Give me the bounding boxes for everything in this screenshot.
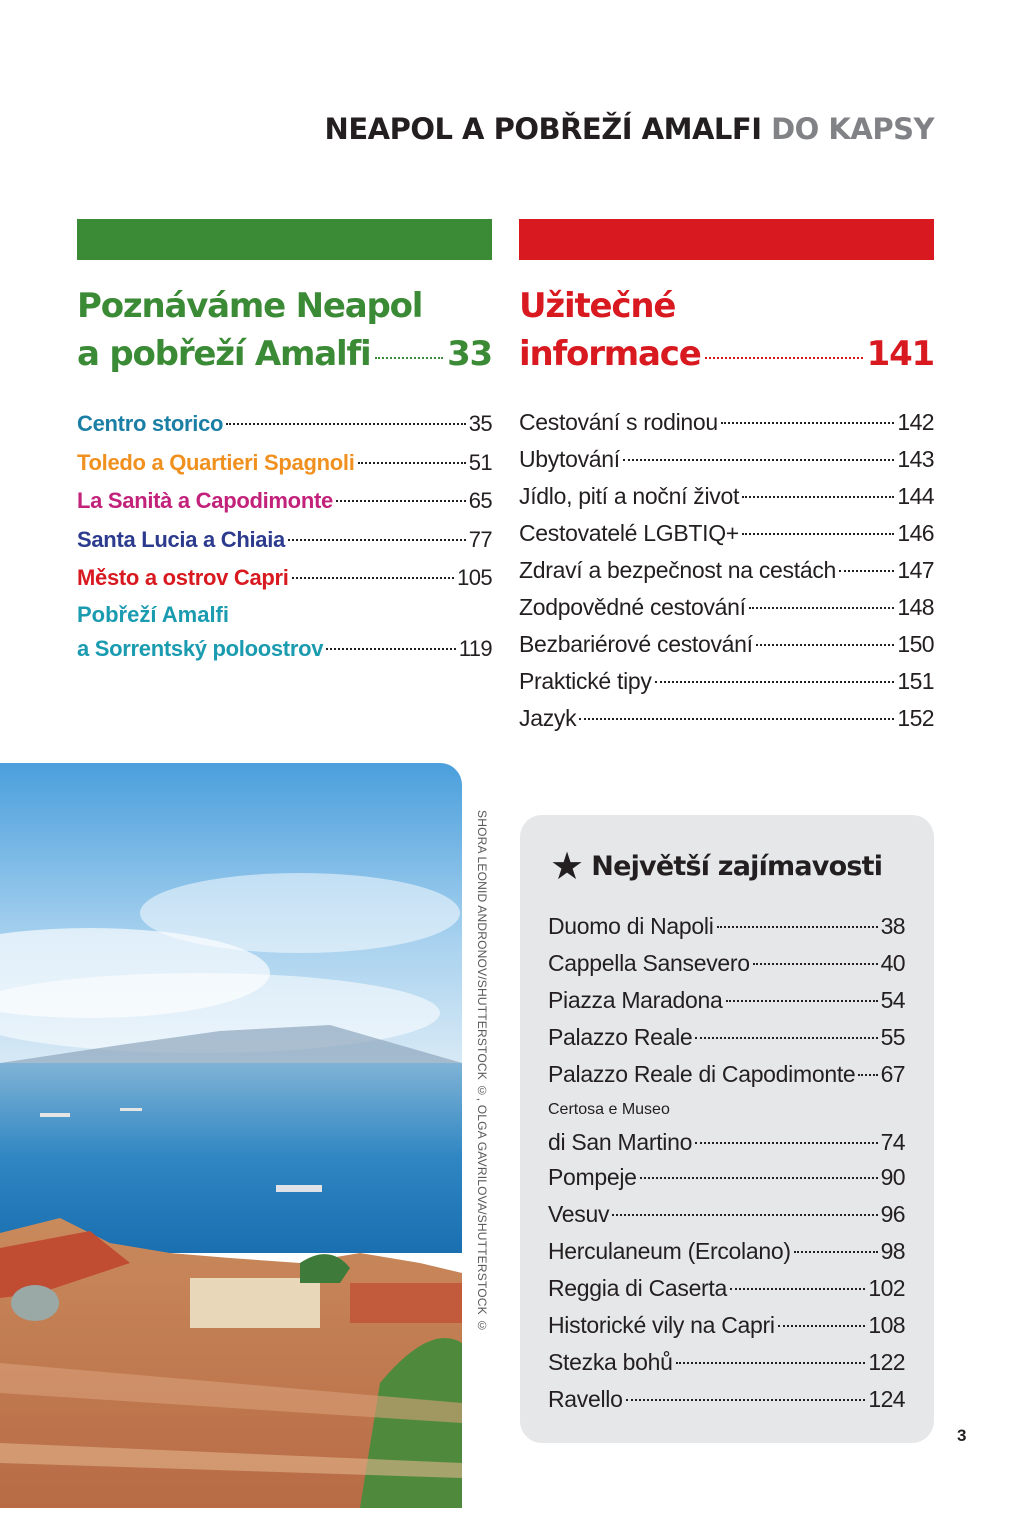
dot-leader — [288, 539, 466, 541]
toc-entry[interactable] — [548, 908, 905, 945]
star-icon: ★ — [550, 844, 584, 888]
dot-leader — [612, 1214, 877, 1216]
toc-entry[interactable] — [548, 1093, 905, 1159]
dot-leader — [695, 1037, 877, 1039]
dot-leader — [640, 1177, 878, 1179]
toc-entry-label: Město a ostrov Capri — [77, 565, 289, 590]
green-section-bar — [77, 219, 492, 260]
toc-entry-label: Santa Lucia a Chiaia — [77, 526, 285, 552]
toc-entry[interactable] — [519, 663, 934, 700]
toc-entry-label: Cestování s rodinou — [519, 409, 718, 435]
section-title-line2: a pobřeží Amalfi — [77, 334, 371, 374]
toc-entry-page: 67 — [880, 1061, 905, 1087]
toc-entry[interactable] — [548, 1381, 905, 1418]
toc-entry-label: Reggia di Caserta — [548, 1275, 728, 1301]
toc-entry-label: Herculaneum (Ercolano) — [548, 1238, 791, 1264]
red-section-bar — [519, 219, 934, 260]
dot-leader — [695, 1142, 878, 1144]
toc-entry[interactable] — [519, 515, 934, 552]
toc-entry[interactable] — [548, 982, 905, 1019]
toc-entry-page: 90 — [880, 1164, 905, 1190]
dot-leader — [756, 644, 895, 646]
toc-entry-page: 35 — [468, 411, 492, 436]
toc-entry[interactable] — [519, 478, 934, 515]
dot-leader — [655, 681, 895, 683]
toc-entry-page: 38 — [880, 913, 905, 939]
dot-leader — [742, 533, 894, 535]
section-title-explore[interactable] — [77, 282, 492, 378]
dot-leader — [778, 1325, 866, 1327]
highlights-toc — [548, 908, 905, 1418]
toc-entry[interactable] — [77, 482, 492, 521]
page-number: 3 — [957, 1426, 967, 1445]
toc-entry-page: 150 — [897, 631, 934, 657]
book-title — [325, 112, 934, 146]
dot-leader — [839, 570, 894, 572]
toc-entry-page: 143 — [897, 446, 934, 472]
toc-entry-page: 122 — [868, 1349, 905, 1375]
toc-entry-label: Duomo di Napoli — [548, 913, 714, 939]
highlights-title: Největší zajímavosti — [591, 850, 883, 882]
toc-entry-label: Vesuv — [548, 1201, 610, 1227]
regions-toc — [77, 405, 492, 666]
toc-entry[interactable] — [548, 1307, 905, 1344]
toc-entry-page: 54 — [880, 987, 905, 1013]
section-title-line1: Užitečné — [519, 286, 676, 326]
toc-entry-page: 51 — [468, 449, 492, 475]
section-page-number: 33 — [447, 334, 492, 374]
toc-entry-page: 152 — [897, 705, 934, 731]
toc-entry[interactable] — [548, 1270, 905, 1307]
toc-entry-label: Zodpovědné cestování — [519, 594, 746, 620]
toc-entry[interactable] — [548, 1159, 905, 1196]
dot-leader — [326, 648, 456, 650]
dot-leader — [749, 607, 895, 609]
dot-leader — [721, 422, 895, 424]
dot-leader — [705, 357, 863, 359]
toc-entry-label: Historické vily na Capri — [548, 1312, 775, 1338]
toc-entry-page: 40 — [880, 950, 905, 976]
toc-entry-label: Ravello — [548, 1386, 623, 1412]
toc-entry-label: Praktické tipy — [519, 668, 652, 694]
toc-entry-page: 74 — [880, 1129, 905, 1155]
highlights-box — [520, 815, 934, 1443]
toc-entry-page: 65 — [468, 488, 492, 513]
toc-entry-label: Jídlo, pití a noční život — [519, 483, 740, 509]
toc-entry-page: 144 — [897, 483, 934, 509]
toc-entry[interactable] — [519, 441, 934, 478]
toc-entry[interactable] — [519, 589, 934, 626]
toc-entry[interactable] — [77, 444, 492, 483]
book-title-main: NEAPOL A POBŘEŽÍ AMALFI — [324, 112, 762, 146]
dot-leader — [623, 459, 895, 461]
dot-leader — [742, 496, 894, 498]
section-title-useful-info[interactable] — [519, 282, 934, 378]
dot-leader — [726, 1000, 878, 1002]
toc-entry-label: Pompeje — [548, 1164, 637, 1190]
dot-leader — [794, 1251, 878, 1253]
dot-leader — [858, 1074, 877, 1076]
dot-leader — [626, 1399, 866, 1401]
dot-leader — [292, 577, 454, 579]
toc-entry-page: 148 — [897, 594, 934, 620]
dot-leader — [336, 500, 466, 502]
toc-entry[interactable] — [77, 405, 492, 444]
toc-entry-label: Ubytování — [519, 446, 620, 472]
naples-bay-photo — [0, 763, 462, 1508]
toc-entry-page: 55 — [880, 1024, 905, 1050]
section-title-line2: informace — [519, 334, 701, 374]
section-page-number: 141 — [866, 334, 934, 374]
toc-entry-label: Cestovatelé LGBTIQ+ — [519, 520, 739, 546]
dot-leader — [579, 718, 894, 720]
toc-entry-page: 119 — [458, 635, 492, 661]
toc-entry-page: 105 — [457, 565, 492, 590]
toc-entry[interactable] — [519, 700, 934, 737]
toc-entry-label: Piazza Maradona — [548, 987, 723, 1013]
toc-entry[interactable] — [77, 598, 492, 666]
toc-entry[interactable] — [519, 626, 934, 663]
section-title-line1: Poznáváme Neapol — [77, 286, 423, 326]
photo-credit: SHORA LEONID ANDRONOV/SHUTTERSTOCK ©, OLGA GAVRILOVA/SHUTTERSTOCK © — [475, 810, 489, 1333]
toc-entry-label-line1: Pobřeží Amalfi — [77, 601, 229, 627]
toc-entry-page: 151 — [897, 668, 934, 694]
toc-entry-label: Zdraví a bezpečnost na cestách — [519, 557, 837, 583]
toc-entry[interactable] — [519, 404, 934, 441]
toc-entry[interactable] — [519, 552, 934, 589]
toc-entry-label: Palazzo Reale — [548, 1024, 693, 1050]
toc-entry-page: 102 — [868, 1275, 905, 1301]
toc-entry-label: Centro storico — [77, 411, 224, 436]
book-title-accent: DO KAPSY — [771, 112, 934, 146]
toc-entry[interactable] — [548, 1019, 905, 1056]
toc-entry[interactable] — [77, 559, 492, 598]
toc-entry-label: Stezka bohů — [548, 1349, 673, 1375]
toc-entry-page: 124 — [868, 1386, 905, 1412]
toc-entry-label: Jazyk — [519, 705, 577, 731]
toc-entry-page: 98 — [880, 1238, 905, 1264]
highlights-heading — [550, 844, 883, 888]
dot-leader — [676, 1362, 866, 1364]
toc-entry[interactable] — [548, 1196, 905, 1233]
dot-leader — [375, 357, 444, 359]
toc-entry-label-line2: di San Martino — [548, 1129, 693, 1155]
toc-entry-page: 108 — [868, 1312, 905, 1338]
toc-entry-label-line2: a Sorrentský poloostrov — [77, 635, 324, 661]
toc-entry-label: Cappella Sansevero — [548, 950, 750, 976]
toc-entry[interactable] — [77, 521, 492, 560]
toc-entry-label: Toledo a Quartieri Spagnoli — [77, 449, 355, 475]
toc-entry-page: 146 — [897, 520, 934, 546]
toc-entry-label: Bezbariérové cestování — [519, 631, 753, 657]
dot-leader — [717, 926, 878, 928]
toc-entry[interactable] — [548, 1344, 905, 1381]
toc-entry-page: 142 — [897, 409, 934, 435]
toc-entry[interactable] — [548, 945, 905, 982]
toc-entry[interactable] — [548, 1233, 905, 1270]
dot-leader — [753, 963, 878, 965]
toc-entry-label: Palazzo Reale di Capodimonte — [548, 1061, 856, 1087]
toc-entry-page: 77 — [468, 526, 492, 552]
toc-entry-page: 96 — [880, 1201, 905, 1227]
toc-entry-page: 147 — [897, 557, 934, 583]
toc-entry-label-line1: Certosa e Museo — [548, 1101, 670, 1118]
toc-entry[interactable] — [548, 1056, 905, 1093]
dot-leader — [226, 423, 466, 425]
dot-leader — [730, 1288, 865, 1290]
dot-leader — [358, 462, 466, 464]
useful-info-toc — [519, 404, 934, 737]
toc-entry-label: La Sanità a Capodimonte — [77, 488, 333, 513]
